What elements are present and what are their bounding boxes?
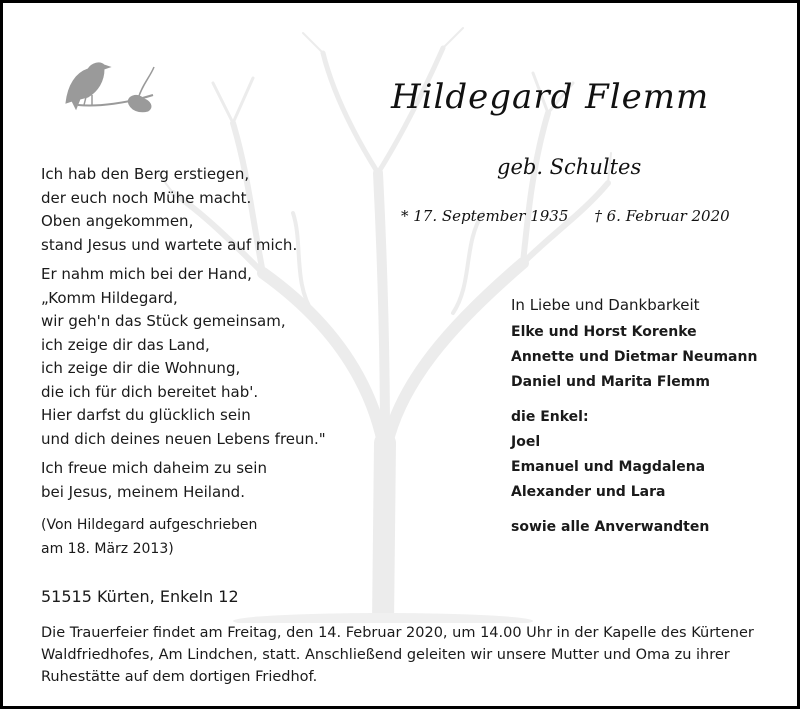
poem-line: wir geh'n das Stück gemeinsam, bbox=[41, 312, 286, 330]
poem-stanza bbox=[41, 163, 326, 257]
poem-line: die ich für dich bereitet hab'. bbox=[41, 382, 259, 401]
poem-stanza bbox=[41, 263, 326, 451]
poem-attribution bbox=[41, 513, 257, 561]
mourner-name: Joel bbox=[511, 434, 541, 450]
mourner-name: Elke und Horst Korenke bbox=[511, 324, 697, 340]
poem-stanza bbox=[41, 457, 326, 504]
poem-line: ich zeige dir die Wohnung, bbox=[41, 359, 241, 377]
poem-line: der euch noch Mühe macht. bbox=[41, 188, 252, 207]
mourner-name: Annette und Dietmar Neumann bbox=[511, 349, 758, 365]
funeral-notice bbox=[41, 622, 771, 688]
notice-line: Ruhestätte auf dem dortigen Friedhof. bbox=[41, 669, 318, 685]
family-address: 51515 Kürten, Enkeln 12 bbox=[41, 587, 239, 606]
poem-line: „Komm Hildegard, bbox=[41, 288, 178, 307]
mourners-block bbox=[511, 293, 757, 540]
poem-line: und dich deines neuen Lebens freun." bbox=[41, 429, 326, 448]
poem bbox=[41, 163, 326, 510]
mourner-name: Emanuel und Magdalena bbox=[511, 459, 706, 475]
poem-line: Oben angekommen, bbox=[41, 212, 194, 230]
attribution-line: am 18. März 2013) bbox=[41, 541, 174, 557]
poem-line: Ich hab den Berg erstiegen, bbox=[41, 165, 250, 183]
deceased-name: Hildegard Flemm bbox=[391, 77, 710, 117]
mourners-intro: In Liebe und Dankbarkeit bbox=[511, 296, 700, 314]
other-relatives: sowie alle Anverwandten bbox=[511, 519, 710, 535]
grandchildren-label: die Enkel: bbox=[511, 409, 589, 425]
mourner-name: Alexander und Lara bbox=[511, 484, 666, 500]
poem-line: ich zeige dir das Land, bbox=[41, 335, 210, 354]
poem-line: bei Jesus, meinem Heiland. bbox=[41, 482, 245, 501]
poem-line: stand Jesus und wartete auf mich. bbox=[41, 235, 298, 254]
notice-line: Die Trauerfeier findet am Freitag, den 14. Februar 2020, um 14.00 Uhr in der Kapelle des Kürtener bbox=[41, 625, 754, 641]
birth-name: geb. Schultes bbox=[497, 155, 642, 179]
poem-line: Er nahm mich bei der Hand, bbox=[41, 265, 252, 283]
death-date: † 6. Februar 2020 bbox=[594, 207, 730, 225]
poem-line: Hier darfst du glücklich sein bbox=[41, 406, 251, 424]
life-dates bbox=[401, 207, 730, 225]
mourner-name: Daniel und Marita Flemm bbox=[511, 374, 710, 390]
poem-line: Ich freue mich daheim zu sein bbox=[41, 459, 267, 477]
bird-on-branch-icon bbox=[58, 55, 168, 115]
attribution-line: (Von Hildegard aufgeschrieben bbox=[41, 517, 258, 533]
birth-date: * 17. September 1935 bbox=[401, 207, 569, 225]
notice-line: Waldfriedhofes, Am Lindchen, statt. Anschließend geleiten wir unsere Mutter und Oma zu ihrer bbox=[41, 647, 730, 663]
